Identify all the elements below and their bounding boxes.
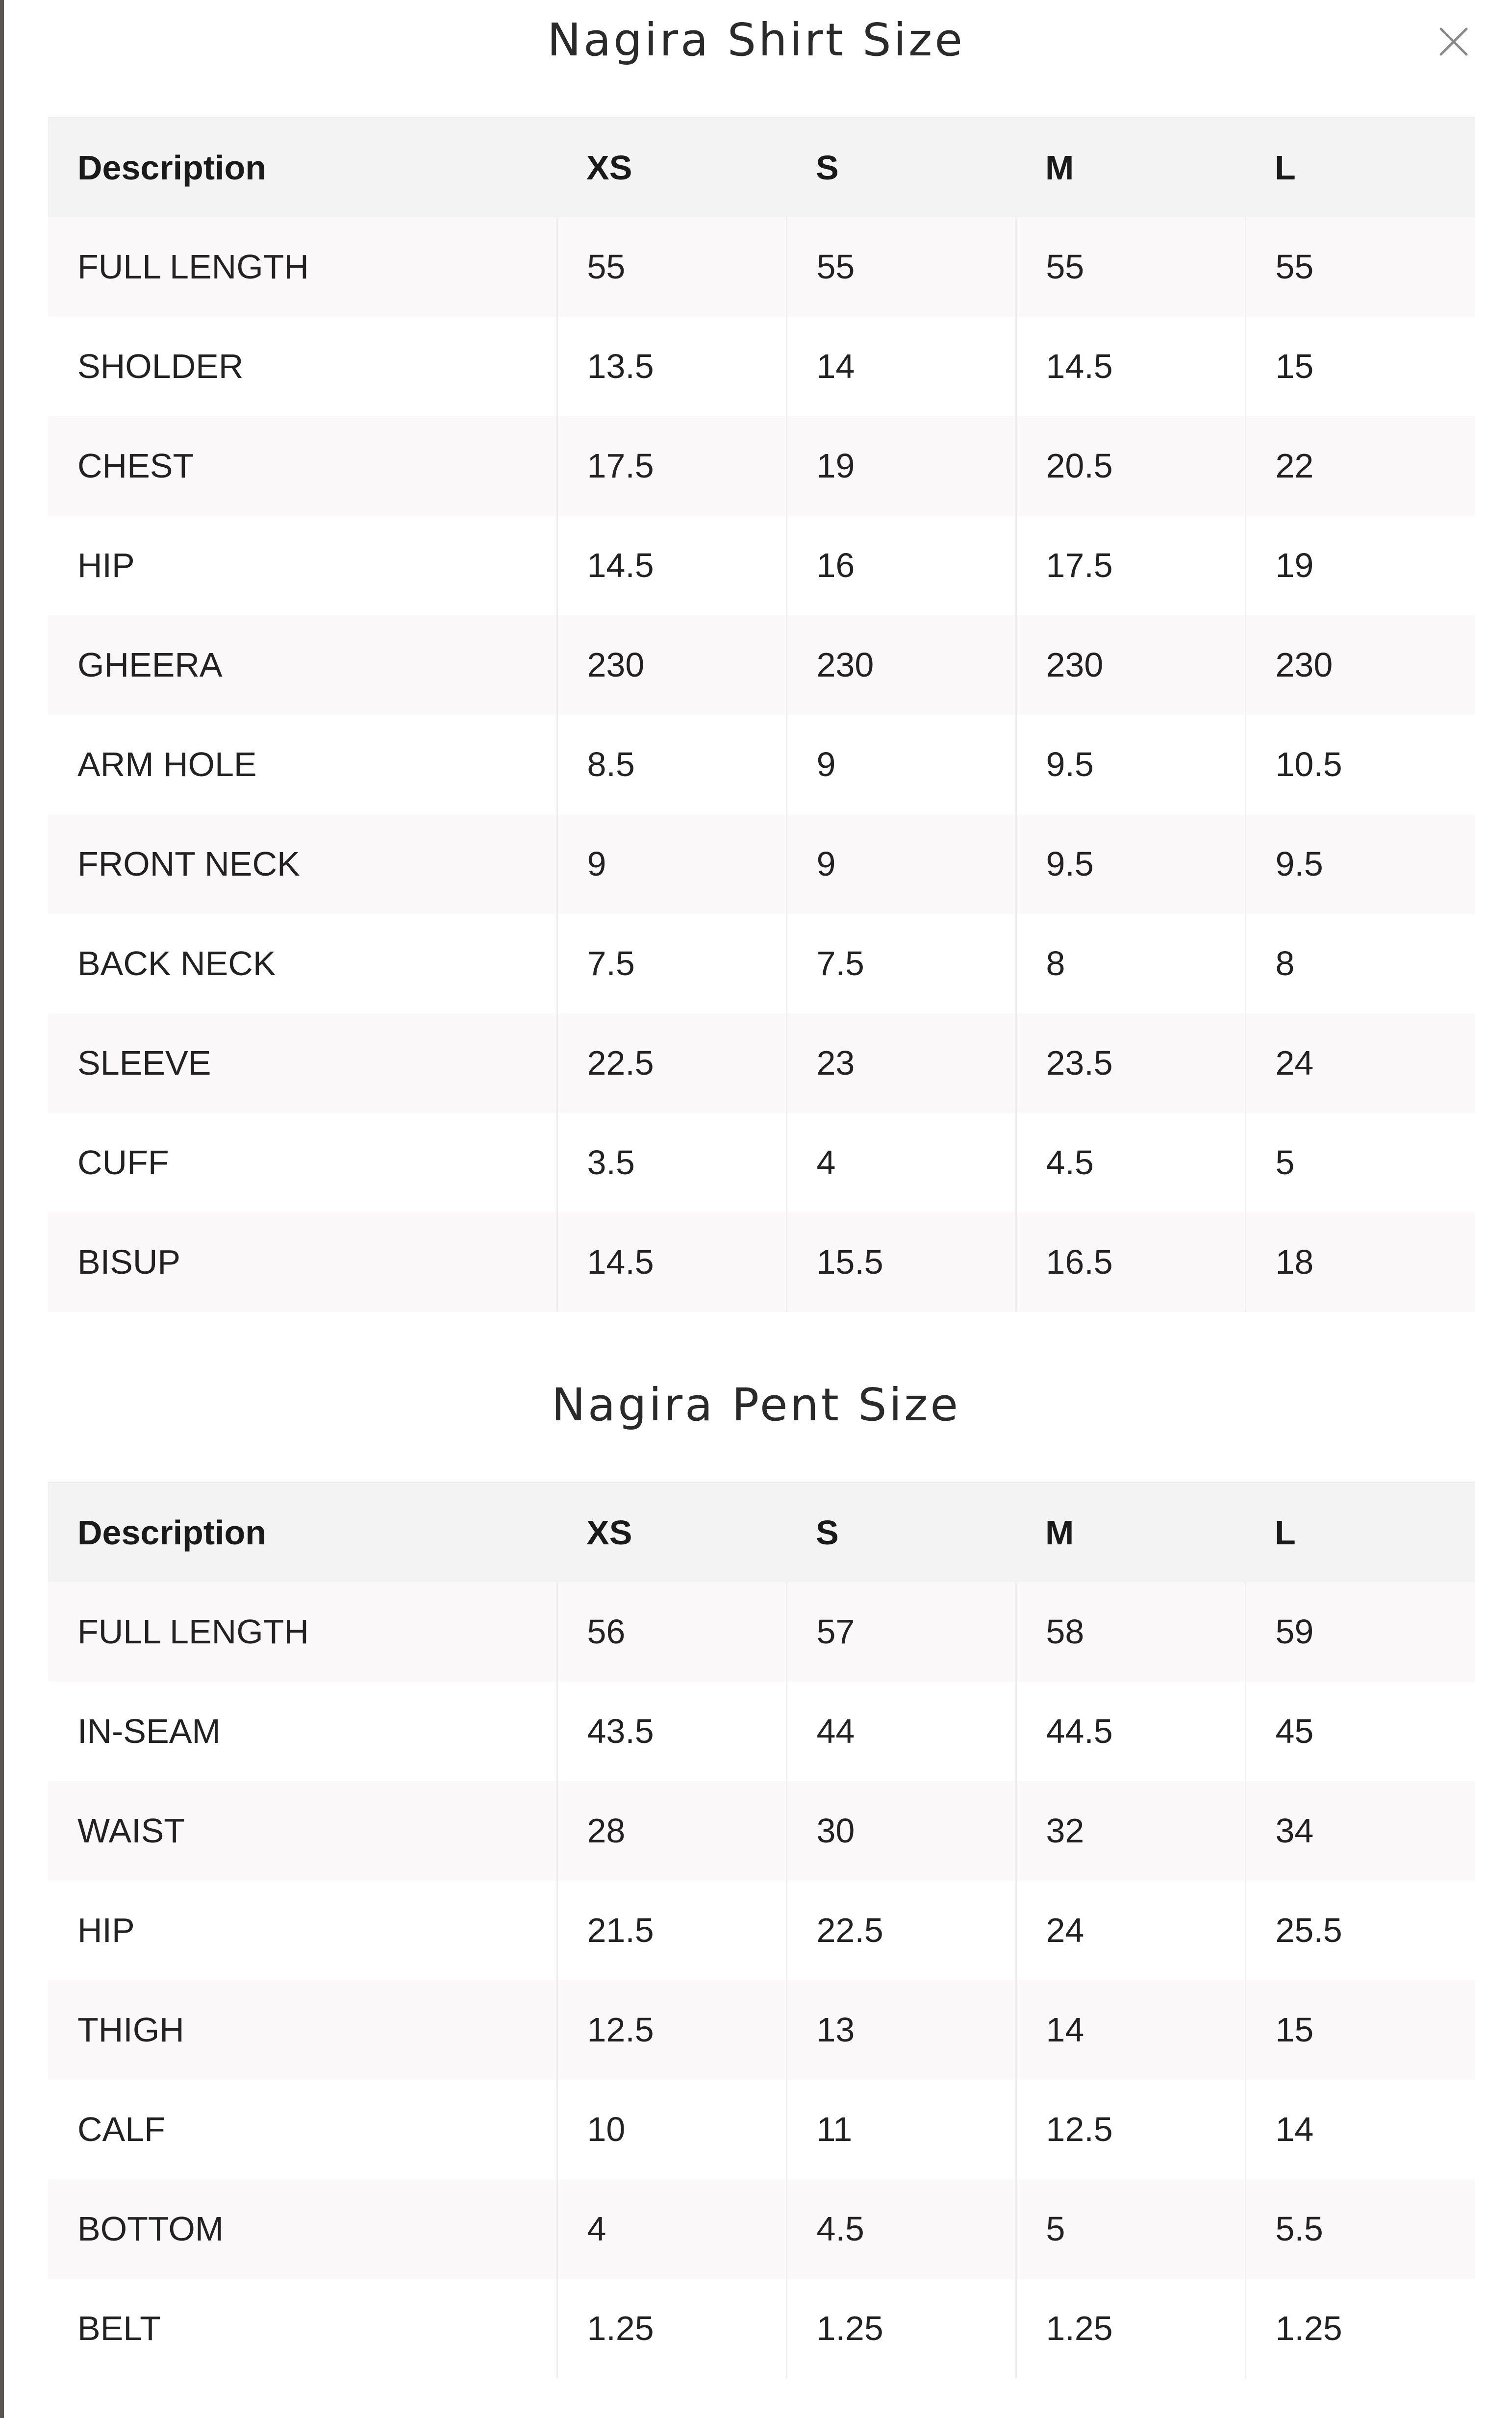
table-row bbox=[48, 615, 1475, 715]
measurement-value: 12.5 bbox=[557, 1980, 786, 2080]
table-row bbox=[48, 1682, 1475, 1781]
shirt-size-table bbox=[48, 117, 1475, 1312]
measurement-value: 14 bbox=[1016, 1980, 1245, 2080]
measurement-value: 3.5 bbox=[557, 1113, 786, 1212]
measurement-value: 55 bbox=[1245, 217, 1475, 317]
measurement-value: 14.5 bbox=[1016, 317, 1245, 416]
measurement-label: CHEST bbox=[48, 416, 557, 516]
measurement-value: 230 bbox=[1245, 615, 1475, 715]
measurement-value: 13.5 bbox=[557, 317, 786, 416]
measurement-value: 4 bbox=[557, 2179, 786, 2279]
measurement-label: FULL LENGTH bbox=[48, 217, 557, 317]
measurement-label: SHOLDER bbox=[48, 317, 557, 416]
table-header-row bbox=[48, 118, 1475, 217]
table-row bbox=[48, 2179, 1475, 2279]
measurement-label: GHEERA bbox=[48, 615, 557, 715]
table-row bbox=[48, 2080, 1475, 2179]
measurement-label: IN-SEAM bbox=[48, 1682, 557, 1781]
measurement-value: 22 bbox=[1245, 416, 1475, 516]
measurement-label: HIP bbox=[48, 1881, 557, 1980]
measurement-value: 1.25 bbox=[1016, 2279, 1245, 2378]
column-header-description: Description bbox=[48, 118, 557, 217]
measurement-value: 55 bbox=[786, 217, 1016, 317]
measurement-value: 14 bbox=[1245, 2080, 1475, 2179]
measurement-value: 230 bbox=[557, 615, 786, 715]
pent-size-table bbox=[48, 1482, 1475, 2378]
measurement-value: 21.5 bbox=[557, 1881, 786, 1980]
measurement-label: SLEEVE bbox=[48, 1013, 557, 1113]
measurement-label: FRONT NECK bbox=[48, 814, 557, 914]
column-header-size: XS bbox=[557, 118, 786, 217]
measurement-value: 9 bbox=[557, 814, 786, 914]
measurement-value: 9 bbox=[786, 814, 1016, 914]
measurement-value: 58 bbox=[1016, 1582, 1245, 1682]
table-row bbox=[48, 715, 1475, 814]
table-row bbox=[48, 1781, 1475, 1881]
measurement-value: 17.5 bbox=[1016, 516, 1245, 615]
measurement-label: WAIST bbox=[48, 1781, 557, 1881]
measurement-value: 10.5 bbox=[1245, 715, 1475, 814]
measurement-value: 45 bbox=[1245, 1682, 1475, 1781]
measurement-value: 4.5 bbox=[1016, 1113, 1245, 1212]
measurement-value: 13 bbox=[786, 1980, 1016, 2080]
measurement-value: 230 bbox=[786, 615, 1016, 715]
measurement-value: 8 bbox=[1245, 914, 1475, 1013]
table-row bbox=[48, 1582, 1475, 1682]
measurement-value: 14 bbox=[786, 317, 1016, 416]
measurement-value: 1.25 bbox=[1245, 2279, 1475, 2378]
measurement-value: 23.5 bbox=[1016, 1013, 1245, 1113]
measurement-value: 23 bbox=[786, 1013, 1016, 1113]
measurement-value: 56 bbox=[557, 1582, 786, 1682]
pent-size-title: Nagira Pent Size bbox=[552, 1379, 960, 1431]
column-header-size: L bbox=[1245, 118, 1475, 217]
measurement-value: 14.5 bbox=[557, 1212, 786, 1312]
measurement-value: 55 bbox=[557, 217, 786, 317]
table-row bbox=[48, 2279, 1475, 2378]
measurement-value: 7.5 bbox=[786, 914, 1016, 1013]
measurement-value: 9.5 bbox=[1245, 814, 1475, 914]
measurement-value: 44.5 bbox=[1016, 1682, 1245, 1781]
measurement-value: 22.5 bbox=[557, 1013, 786, 1113]
table-row bbox=[48, 1113, 1475, 1212]
measurement-value: 57 bbox=[786, 1582, 1016, 1682]
measurement-label: THIGH bbox=[48, 1980, 557, 2080]
measurement-value: 15 bbox=[1245, 317, 1475, 416]
measurement-value: 16 bbox=[786, 516, 1016, 615]
page-edge bbox=[0, 0, 4, 2418]
measurement-value: 4 bbox=[786, 1113, 1016, 1212]
column-header-size: S bbox=[786, 1483, 1016, 1582]
measurement-value: 4.5 bbox=[786, 2179, 1016, 2279]
measurement-value: 24 bbox=[1016, 1881, 1245, 1980]
measurement-value: 10 bbox=[557, 2080, 786, 2179]
measurement-value: 14.5 bbox=[557, 516, 786, 615]
column-header-size: M bbox=[1016, 118, 1245, 217]
measurement-value: 9.5 bbox=[1016, 814, 1245, 914]
measurement-value: 11 bbox=[786, 2080, 1016, 2179]
table-row bbox=[48, 416, 1475, 516]
measurement-label: ARM HOLE bbox=[48, 715, 557, 814]
measurement-label: HIP bbox=[48, 516, 557, 615]
column-header-description: Description bbox=[48, 1483, 557, 1582]
measurement-value: 24 bbox=[1245, 1013, 1475, 1113]
measurement-label: BISUP bbox=[48, 1212, 557, 1312]
measurement-value: 19 bbox=[786, 416, 1016, 516]
measurement-value: 1.25 bbox=[786, 2279, 1016, 2378]
measurement-value: 230 bbox=[1016, 615, 1245, 715]
table-row bbox=[48, 317, 1475, 416]
table-row bbox=[48, 516, 1475, 615]
table-row bbox=[48, 1212, 1475, 1312]
column-header-size: M bbox=[1016, 1483, 1245, 1582]
shirt-size-title: Nagira Shirt Size bbox=[547, 14, 965, 66]
measurement-value: 59 bbox=[1245, 1582, 1475, 1682]
measurement-value: 8 bbox=[1016, 914, 1245, 1013]
measurement-value: 18 bbox=[1245, 1212, 1475, 1312]
measurement-value: 9 bbox=[786, 715, 1016, 814]
measurement-value: 9.5 bbox=[1016, 715, 1245, 814]
measurement-value: 17.5 bbox=[557, 416, 786, 516]
measurement-label: CUFF bbox=[48, 1113, 557, 1212]
measurement-value: 20.5 bbox=[1016, 416, 1245, 516]
measurement-value: 15 bbox=[1245, 1980, 1475, 2080]
measurement-value: 43.5 bbox=[557, 1682, 786, 1781]
table-row bbox=[48, 217, 1475, 317]
measurement-value: 7.5 bbox=[557, 914, 786, 1013]
measurement-value: 15.5 bbox=[786, 1212, 1016, 1312]
measurement-value: 55 bbox=[1016, 217, 1245, 317]
measurement-value: 5 bbox=[1016, 2179, 1245, 2279]
measurement-label: CALF bbox=[48, 2080, 557, 2179]
table-row bbox=[48, 1881, 1475, 1980]
measurement-value: 8.5 bbox=[557, 715, 786, 814]
measurement-value: 5.5 bbox=[1245, 2179, 1475, 2279]
measurement-value: 25.5 bbox=[1245, 1881, 1475, 1980]
measurement-value: 32 bbox=[1016, 1781, 1245, 1881]
measurement-value: 5 bbox=[1245, 1113, 1475, 1212]
measurement-value: 16.5 bbox=[1016, 1212, 1245, 1312]
measurement-label: BELT bbox=[48, 2279, 557, 2378]
table-row bbox=[48, 1013, 1475, 1113]
measurement-label: BACK NECK bbox=[48, 914, 557, 1013]
table-header-row bbox=[48, 1483, 1475, 1582]
table-row bbox=[48, 914, 1475, 1013]
measurement-value: 12.5 bbox=[1016, 2080, 1245, 2179]
column-header-size: L bbox=[1245, 1483, 1475, 1582]
measurement-value: 1.25 bbox=[557, 2279, 786, 2378]
measurement-value: 34 bbox=[1245, 1781, 1475, 1881]
table-row bbox=[48, 814, 1475, 914]
measurement-value: 22.5 bbox=[786, 1881, 1016, 1980]
measurement-value: 44 bbox=[786, 1682, 1016, 1781]
column-header-size: S bbox=[786, 118, 1016, 217]
measurement-value: 19 bbox=[1245, 516, 1475, 615]
measurement-label: BOTTOM bbox=[48, 2179, 557, 2279]
measurement-value: 30 bbox=[786, 1781, 1016, 1881]
column-header-size: XS bbox=[557, 1483, 786, 1582]
measurement-value: 28 bbox=[557, 1781, 786, 1881]
measurement-label: FULL LENGTH bbox=[48, 1582, 557, 1682]
table-row bbox=[48, 1980, 1475, 2080]
